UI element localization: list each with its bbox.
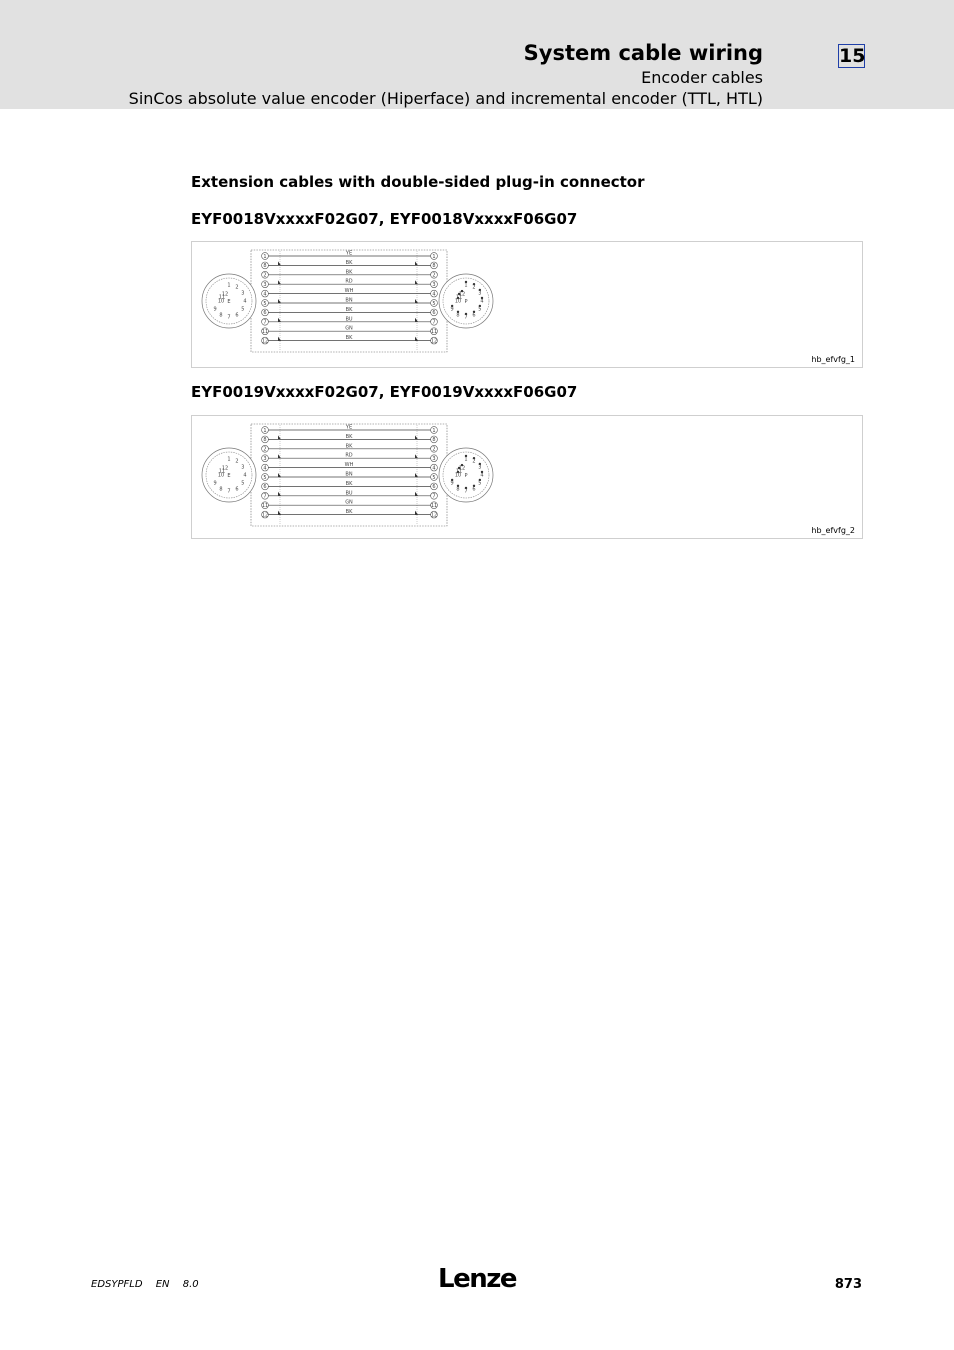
- twist-marker-right: [415, 337, 418, 341]
- connector-left-pin: 3: [241, 464, 245, 471]
- pin-left-number: 7: [263, 493, 267, 500]
- wire-color-label: YE: [345, 250, 353, 257]
- pin-left-number: 2: [263, 446, 267, 453]
- twist-marker-right: [415, 454, 418, 458]
- wire-color-label: BK: [345, 306, 353, 313]
- connector-right-pin: 10: [454, 472, 462, 479]
- pin-right-number: 11: [430, 329, 438, 335]
- connector-right-pin: 1: [464, 456, 468, 463]
- connector-right-center: P: [464, 473, 468, 479]
- wire-color-label: BK: [345, 259, 353, 266]
- cable-heading-1: EYF0018VxxxxF02G07, EYF0018VxxxxF06G07: [191, 210, 578, 228]
- connector-right-pin: 11: [455, 468, 463, 475]
- wire-color-label: WH: [344, 462, 354, 469]
- pin-right-number: 8: [432, 437, 436, 444]
- pin-right-number: 4: [432, 291, 436, 298]
- twist-marker-left: [278, 454, 281, 458]
- lenze-logo: Lenze: [438, 1264, 516, 1294]
- footer-language: EN: [155, 1279, 170, 1290]
- pin-right-number: 1: [432, 253, 436, 260]
- wire-color-label: BU: [345, 316, 353, 323]
- wiring-diagram-2-svg: [192, 416, 862, 537]
- connector-left-pin: 5: [241, 480, 245, 487]
- twist-marker-left: [278, 435, 281, 439]
- wiring-diagram-1: [191, 241, 863, 368]
- pin-left-number: 6: [263, 310, 267, 317]
- pin-left-number: 8: [263, 263, 267, 270]
- connector-right-pin: 12: [458, 291, 466, 298]
- connector-left-pin: 6: [235, 312, 239, 319]
- pin-left-number: 12: [261, 338, 269, 345]
- connector-left-center: E: [227, 473, 231, 479]
- connector-right-pin: 2: [472, 458, 476, 465]
- connector-left-pin: 11: [218, 294, 226, 301]
- connector-right-pin: 3: [478, 464, 482, 471]
- connector-right-pin: 8: [456, 486, 460, 493]
- wire-color-label: GN: [345, 325, 353, 332]
- connector-left-pin: 8: [219, 312, 223, 319]
- pin-right-number: 5: [432, 474, 436, 481]
- connector-left-pin: 11: [218, 468, 226, 475]
- pin-right-number: 12: [430, 338, 438, 345]
- pin-right-number: 12: [430, 512, 438, 519]
- pin-left-number: 4: [263, 465, 267, 472]
- pin-left-number: 5: [263, 474, 267, 481]
- pin-left-number: 11: [261, 329, 269, 335]
- wire-color-label: BN: [345, 471, 353, 478]
- figure-label-1: hb_efvfg_1: [811, 355, 855, 364]
- section-subtitle: Encoder cables: [641, 68, 763, 87]
- pin-right-number: 5: [432, 300, 436, 307]
- wire-color-label: BK: [345, 433, 353, 440]
- pin-right-number: 2: [432, 446, 436, 453]
- pin-left-number: 3: [263, 456, 267, 462]
- cable-heading-2: EYF0019VxxxxF02G07, EYF0019VxxxxF06G07: [191, 383, 578, 401]
- connector-right-pin: 3: [478, 290, 482, 297]
- connector-right-pin: 7: [464, 314, 468, 321]
- pin-right-number: 2: [432, 272, 436, 279]
- wire-color-label: BN: [345, 297, 353, 304]
- connector-left-pin: 7: [227, 314, 231, 321]
- pin-left-number: 7: [263, 319, 267, 326]
- connector-right-pin: 11: [455, 294, 463, 301]
- connector-right-pin: 9: [450, 306, 454, 313]
- pin-right-number: 6: [432, 484, 436, 491]
- subsection-subtitle: SinCos absolute value encoder (Hiperface) and incremental encoder (TTL, HTL): [128, 89, 763, 108]
- twist-marker-left: [278, 261, 281, 265]
- pin-right-number: 3: [432, 282, 436, 288]
- connector-right-pin: 6: [472, 312, 476, 319]
- pin-left-number: 6: [263, 484, 267, 491]
- twist-marker-left: [278, 492, 281, 496]
- connector-right-pin: 7: [464, 488, 468, 495]
- connector-right-pin: 8: [456, 312, 460, 319]
- pin-left-number: 8: [263, 437, 267, 444]
- pin-right-number: 7: [432, 493, 436, 500]
- pin-left-number: 2: [263, 272, 267, 279]
- wire-color-label: RD: [345, 452, 353, 459]
- connector-right-pin: 4: [480, 298, 484, 305]
- pin-right-number: 6: [432, 310, 436, 317]
- twist-marker-right: [415, 261, 418, 265]
- twist-marker-right: [415, 473, 418, 477]
- connector-left-pin: 2: [235, 284, 239, 291]
- pin-right-number: 3: [432, 456, 436, 462]
- connector-right-center: P: [464, 299, 468, 305]
- connector-right-pin: 5: [478, 306, 482, 313]
- wire-color-label: WH: [344, 288, 354, 295]
- connector-left-pin: 1: [227, 456, 231, 463]
- twist-marker-right: [415, 318, 418, 322]
- connector-left-pin: 5: [241, 306, 245, 313]
- footer-doc-id: EDSYPFLD: [91, 1279, 143, 1290]
- wire-color-label: BK: [345, 269, 353, 276]
- twist-marker-right: [415, 492, 418, 496]
- connector-right-pin: 1: [464, 282, 468, 289]
- connector-left-pin: 2: [235, 458, 239, 465]
- footer-doc-info: [91, 1279, 209, 1290]
- chapter-number-badge[interactable]: 15: [839, 45, 866, 67]
- twist-marker-left: [278, 299, 281, 303]
- connector-left-pin: 4: [243, 472, 247, 479]
- pin-left-number: 11: [261, 503, 269, 509]
- twist-marker-right: [415, 435, 418, 439]
- pin-left-number: 1: [263, 253, 267, 260]
- connector-left-pin: 12: [221, 465, 229, 472]
- pin-right-number: 8: [432, 263, 436, 270]
- connector-left-pin: 9: [213, 480, 217, 487]
- connector-right-pin: 6: [472, 486, 476, 493]
- connector-right-pin: 9: [450, 480, 454, 487]
- wire-color-label: RD: [345, 278, 353, 285]
- connector-right-pin: 4: [480, 472, 484, 479]
- section-heading: Extension cables with double-sided plug-in connector: [191, 173, 645, 191]
- connector-left-pin: 8: [219, 486, 223, 493]
- pin-right-number: 4: [432, 465, 436, 472]
- connector-left-pin: 10: [217, 298, 225, 305]
- connector-left-center: E: [227, 299, 231, 305]
- wiring-diagram-2: [191, 415, 863, 539]
- wire-color-label: YE: [345, 424, 353, 431]
- twist-marker-right: [415, 299, 418, 303]
- pin-left-number: 3: [263, 282, 267, 288]
- pin-right-number: 11: [430, 503, 438, 509]
- connector-left-pin: 6: [235, 486, 239, 493]
- pin-left-number: 12: [261, 512, 269, 519]
- connector-right-pin: 2: [472, 284, 476, 291]
- pin-left-number: 5: [263, 300, 267, 307]
- twist-marker-left: [278, 318, 281, 322]
- wire-color-label: BK: [345, 509, 353, 516]
- twist-marker-left: [278, 280, 281, 284]
- footer-version: 8.0: [182, 1279, 199, 1290]
- connector-left-pin: 12: [221, 291, 229, 298]
- figure-label-2: hb_efvfg_2: [811, 526, 855, 535]
- connector-left-pin: 10: [217, 472, 225, 479]
- wire-color-label: BK: [345, 480, 353, 487]
- wire-color-label: BK: [345, 335, 353, 342]
- page-number: 873: [834, 1277, 862, 1292]
- connector-left-pin: 9: [213, 306, 217, 313]
- chapter-title: System cable wiring: [523, 41, 763, 65]
- twist-marker-left: [278, 473, 281, 477]
- connector-right-pin: 10: [454, 298, 462, 305]
- pin-left-number: 1: [263, 427, 267, 434]
- connector-left-pin: 4: [243, 298, 247, 305]
- twist-marker-right: [415, 511, 418, 515]
- twist-marker-left: [278, 337, 281, 341]
- connector-right-pin: 5: [478, 480, 482, 487]
- pin-left-number: 4: [263, 291, 267, 298]
- twist-marker-right: [415, 280, 418, 284]
- pin-right-number: 7: [432, 319, 436, 326]
- connector-right-pin: 12: [458, 465, 466, 472]
- connector-left-pin: 3: [241, 290, 245, 297]
- wire-color-label: BU: [345, 490, 353, 497]
- wire-color-label: BK: [345, 443, 353, 450]
- connector-left-pin: 1: [227, 282, 231, 289]
- wire-color-label: GN: [345, 499, 353, 506]
- connector-left-pin: 7: [227, 488, 231, 495]
- wiring-diagram-1-svg: [192, 242, 862, 366]
- pin-right-number: 1: [432, 427, 436, 434]
- twist-marker-left: [278, 511, 281, 515]
